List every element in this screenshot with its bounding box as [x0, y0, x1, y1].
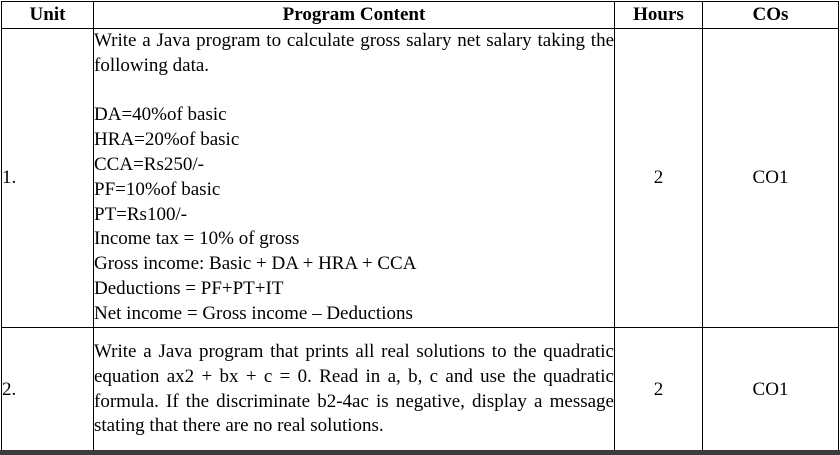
cos-cell: CO1 — [703, 327, 839, 452]
table-header-row — [2, 2, 839, 29]
blank-line — [94, 79, 614, 104]
data-line: Income tax = 10% of gross — [94, 228, 300, 250]
header-unit: Unit — [2, 2, 94, 29]
header-cos: COs — [703, 2, 839, 29]
program-content-cell — [94, 29, 615, 328]
program-content-cell — [94, 327, 615, 452]
header-program-content: Program Content — [94, 2, 615, 29]
data-line: Net income = Gross income – Deductions — [94, 302, 413, 324]
program-description: Write a Java program to calculate gross salary net salary taking the following data. — [94, 30, 614, 76]
header-hours: Hours — [615, 2, 703, 29]
hours-cell: 2 — [615, 29, 703, 328]
data-line: Deductions = PF+PT+IT — [94, 277, 284, 299]
hours-cell: 2 — [615, 327, 703, 452]
data-line: PT=Rs100/- — [94, 203, 188, 225]
program-description: Write a Java program that prints all real solutions to the quadratic equation ax2 + bx + c = 0. Read in a, b, c and use the quadratic formula. If the discriminate b2-4ac is negative, display a message stating that there are no real solutions. — [94, 340, 614, 437]
table-row — [2, 327, 839, 452]
unit-cell: 2. — [2, 327, 94, 452]
page-bottom-edge — [0, 450, 840, 455]
syllabus-table — [1, 1, 839, 453]
data-line: CCA=Rs250/- — [94, 153, 204, 175]
table-row — [2, 29, 839, 328]
data-line: HRA=20%of basic — [94, 129, 240, 151]
data-line: PF=10%of basic — [94, 178, 221, 200]
unit-cell: 1. — [2, 29, 94, 328]
data-line: Gross income: Basic + DA + HRA + CCA — [94, 253, 417, 275]
cos-cell: CO1 — [703, 29, 839, 328]
data-line: DA=40%of basic — [94, 104, 227, 126]
